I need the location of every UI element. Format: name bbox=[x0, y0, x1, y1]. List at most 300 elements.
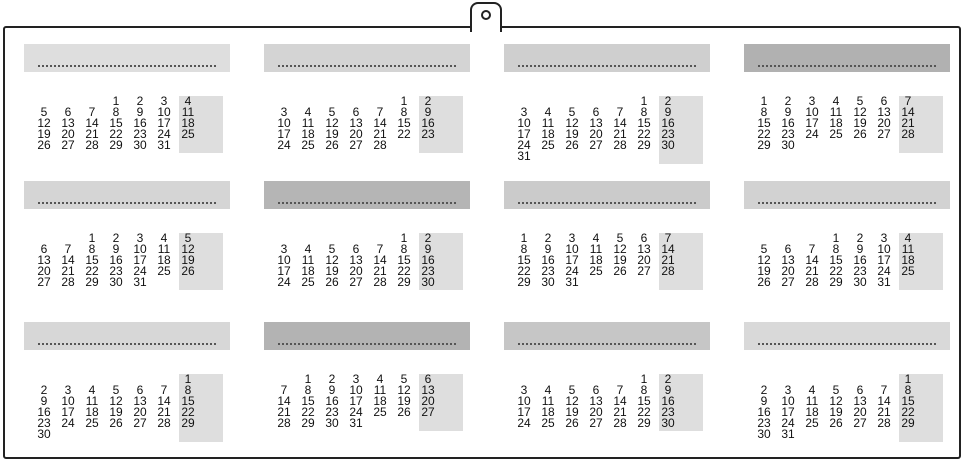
day-cell: 2 bbox=[424, 94, 432, 108]
day-cell: 6 bbox=[352, 242, 360, 256]
day-cell: 17 bbox=[517, 127, 531, 141]
day-cell: 27 bbox=[853, 416, 867, 430]
day-cell: 27 bbox=[637, 264, 651, 278]
month-header bbox=[24, 181, 230, 209]
day-cell: 5 bbox=[400, 372, 408, 386]
day-cell: 30 bbox=[661, 416, 675, 430]
day-cell: 7 bbox=[616, 383, 624, 397]
day-cell: 15 bbox=[637, 394, 651, 408]
day-cell: 22 bbox=[397, 264, 411, 278]
day-cell: 24 bbox=[277, 275, 291, 289]
day-cell: 1 bbox=[400, 94, 408, 108]
day-cell: 9 bbox=[424, 105, 432, 119]
day-cell: 19 bbox=[829, 405, 843, 419]
day-cell: 30 bbox=[661, 138, 675, 152]
day-cell: 31 bbox=[517, 149, 531, 163]
day-cell: 27 bbox=[781, 275, 795, 289]
day-cell: 16 bbox=[421, 253, 435, 267]
day-cell: 21 bbox=[61, 264, 75, 278]
month-header bbox=[504, 181, 710, 209]
day-cell: 20 bbox=[349, 264, 363, 278]
day-cell: 26 bbox=[109, 416, 123, 430]
day-cell: 30 bbox=[37, 427, 51, 441]
day-cell: 8 bbox=[400, 105, 408, 119]
day-cell: 1 bbox=[760, 94, 768, 108]
day-cell: 27 bbox=[877, 127, 891, 141]
day-cell: 29 bbox=[829, 275, 843, 289]
day-cell: 18 bbox=[541, 405, 555, 419]
day-cell: 25 bbox=[85, 416, 99, 430]
day-cell: 28 bbox=[61, 275, 75, 289]
day-cell: 29 bbox=[181, 416, 195, 430]
day-cell: 24 bbox=[877, 264, 891, 278]
day-cell: 10 bbox=[157, 105, 171, 119]
day-cell: 28 bbox=[157, 416, 171, 430]
day-cell: 27 bbox=[421, 405, 435, 419]
day-cell: 18 bbox=[805, 405, 819, 419]
day-cell: 7 bbox=[88, 105, 96, 119]
day-cell: 15 bbox=[829, 253, 843, 267]
day-cell: 23 bbox=[781, 127, 795, 141]
day-cell: 26 bbox=[37, 138, 51, 152]
day-cell: 7 bbox=[376, 242, 384, 256]
day-cell: 6 bbox=[424, 372, 432, 386]
month-name-placeholder bbox=[278, 202, 456, 204]
day-cell: 16 bbox=[661, 116, 675, 130]
day-cell: 20 bbox=[589, 405, 603, 419]
day-cell: 2 bbox=[328, 372, 336, 386]
day-cell: 14 bbox=[277, 394, 291, 408]
day-cell: 8 bbox=[640, 383, 648, 397]
day-cell: 13 bbox=[781, 253, 795, 267]
day-cell: 4 bbox=[544, 105, 552, 119]
day-cell: 24 bbox=[157, 127, 171, 141]
day-cell: 24 bbox=[349, 405, 363, 419]
day-cell: 23 bbox=[133, 127, 147, 141]
day-cell: 2 bbox=[664, 372, 672, 386]
day-cell: 8 bbox=[760, 105, 768, 119]
day-cell: 28 bbox=[277, 416, 291, 430]
day-cell: 1 bbox=[304, 372, 312, 386]
day-cell: 17 bbox=[805, 116, 819, 130]
day-cell: 15 bbox=[85, 253, 99, 267]
day-cell: 21 bbox=[157, 405, 171, 419]
day-cell: 10 bbox=[517, 394, 531, 408]
day-cell: 31 bbox=[565, 275, 579, 289]
day-cell: 29 bbox=[637, 416, 651, 430]
day-cell: 15 bbox=[517, 253, 531, 267]
day-grid bbox=[272, 374, 468, 437]
day-cell: 7 bbox=[64, 242, 72, 256]
month-name-placeholder bbox=[38, 65, 216, 67]
day-cell: 16 bbox=[781, 116, 795, 130]
day-cell: 4 bbox=[304, 242, 312, 256]
day-cell: 29 bbox=[301, 416, 315, 430]
month-block bbox=[264, 322, 470, 447]
day-cell: 3 bbox=[160, 94, 168, 108]
day-cell: 15 bbox=[901, 394, 915, 408]
day-cell: 8 bbox=[832, 242, 840, 256]
day-cell: 10 bbox=[277, 116, 291, 130]
day-cell: 26 bbox=[829, 416, 843, 430]
day-cell: 4 bbox=[160, 231, 168, 245]
day-cell: 16 bbox=[757, 405, 771, 419]
day-cell: 24 bbox=[517, 416, 531, 430]
day-cell: 19 bbox=[37, 127, 51, 141]
day-cell: 20 bbox=[421, 394, 435, 408]
day-cell: 14 bbox=[61, 253, 75, 267]
day-cell: 15 bbox=[397, 253, 411, 267]
day-cell: 9 bbox=[760, 394, 768, 408]
day-cell: 6 bbox=[64, 105, 72, 119]
day-grid bbox=[752, 233, 948, 296]
day-cell: 17 bbox=[133, 253, 147, 267]
day-cell: 26 bbox=[565, 138, 579, 152]
day-cell: 24 bbox=[277, 138, 291, 152]
day-cell: 1 bbox=[904, 372, 912, 386]
day-cell: 1 bbox=[640, 94, 648, 108]
day-cell: 30 bbox=[421, 275, 435, 289]
day-cell: 12 bbox=[109, 394, 123, 408]
day-cell: 23 bbox=[421, 264, 435, 278]
month-block bbox=[504, 44, 710, 169]
day-cell: 9 bbox=[328, 383, 336, 397]
day-cell: 13 bbox=[421, 383, 435, 397]
day-cell: 25 bbox=[373, 405, 387, 419]
day-cell: 12 bbox=[181, 242, 195, 256]
day-grid bbox=[272, 96, 468, 159]
day-cell: 26 bbox=[325, 138, 339, 152]
day-cell: 11 bbox=[181, 105, 195, 119]
day-cell: 7 bbox=[808, 242, 816, 256]
day-cell: 15 bbox=[109, 116, 123, 130]
day-cell: 5 bbox=[112, 383, 120, 397]
day-cell: 17 bbox=[517, 405, 531, 419]
day-grid bbox=[512, 374, 708, 437]
day-cell: 25 bbox=[301, 275, 315, 289]
day-cell: 27 bbox=[589, 138, 603, 152]
day-grid bbox=[32, 233, 228, 296]
day-cell: 8 bbox=[304, 383, 312, 397]
day-cell: 30 bbox=[781, 138, 795, 152]
day-cell: 22 bbox=[301, 405, 315, 419]
day-cell: 15 bbox=[397, 116, 411, 130]
day-cell: 18 bbox=[541, 127, 555, 141]
month-name-placeholder bbox=[38, 343, 216, 345]
day-cell: 10 bbox=[877, 242, 891, 256]
day-cell: 26 bbox=[397, 405, 411, 419]
day-cell: 16 bbox=[541, 253, 555, 267]
day-cell: 8 bbox=[520, 242, 528, 256]
day-cell: 8 bbox=[88, 242, 96, 256]
day-cell: 29 bbox=[901, 416, 915, 430]
day-cell: 28 bbox=[85, 138, 99, 152]
day-cell: 4 bbox=[184, 94, 192, 108]
day-cell: 5 bbox=[568, 105, 576, 119]
day-cell: 27 bbox=[37, 275, 51, 289]
day-cell: 9 bbox=[784, 105, 792, 119]
day-cell: 29 bbox=[397, 275, 411, 289]
day-cell: 18 bbox=[373, 394, 387, 408]
month-block bbox=[24, 181, 230, 306]
day-cell: 7 bbox=[664, 231, 672, 245]
month-name-placeholder bbox=[278, 343, 456, 345]
day-cell: 12 bbox=[397, 383, 411, 397]
day-cell: 12 bbox=[757, 253, 771, 267]
day-cell: 3 bbox=[520, 105, 528, 119]
day-cell: 23 bbox=[325, 405, 339, 419]
day-cell: 3 bbox=[64, 383, 72, 397]
day-cell: 28 bbox=[877, 416, 891, 430]
day-cell: 10 bbox=[349, 383, 363, 397]
day-cell: 28 bbox=[373, 138, 387, 152]
day-cell: 19 bbox=[565, 127, 579, 141]
day-cell: 18 bbox=[85, 405, 99, 419]
day-cell: 5 bbox=[40, 105, 48, 119]
day-cell: 16 bbox=[661, 394, 675, 408]
day-cell: 24 bbox=[517, 138, 531, 152]
day-cell: 23 bbox=[661, 405, 675, 419]
month-block bbox=[264, 181, 470, 306]
day-cell: 24 bbox=[133, 264, 147, 278]
day-cell: 1 bbox=[640, 372, 648, 386]
day-cell: 11 bbox=[541, 394, 555, 408]
day-cell: 12 bbox=[37, 116, 51, 130]
day-cell: 1 bbox=[520, 231, 528, 245]
day-cell: 13 bbox=[589, 394, 603, 408]
day-cell: 12 bbox=[325, 253, 339, 267]
day-cell: 11 bbox=[829, 105, 843, 119]
day-cell: 16 bbox=[325, 394, 339, 408]
day-cell: 7 bbox=[904, 94, 912, 108]
day-cell: 13 bbox=[637, 242, 651, 256]
day-cell: 23 bbox=[37, 416, 51, 430]
day-cell: 6 bbox=[640, 231, 648, 245]
month-name-placeholder bbox=[758, 202, 936, 204]
day-cell: 1 bbox=[88, 231, 96, 245]
day-cell: 25 bbox=[589, 264, 603, 278]
day-cell: 14 bbox=[661, 242, 675, 256]
day-cell: 10 bbox=[781, 394, 795, 408]
day-cell: 9 bbox=[664, 105, 672, 119]
day-cell: 30 bbox=[541, 275, 555, 289]
day-cell: 21 bbox=[877, 405, 891, 419]
day-cell: 6 bbox=[40, 242, 48, 256]
day-cell: 9 bbox=[544, 242, 552, 256]
day-cell: 4 bbox=[376, 372, 384, 386]
day-cell: 20 bbox=[781, 264, 795, 278]
day-cell: 10 bbox=[61, 394, 75, 408]
day-cell: 21 bbox=[373, 264, 387, 278]
day-cell: 14 bbox=[901, 105, 915, 119]
day-cell: 8 bbox=[400, 242, 408, 256]
day-cell: 25 bbox=[181, 127, 195, 141]
day-cell: 31 bbox=[781, 427, 795, 441]
day-cell: 26 bbox=[325, 275, 339, 289]
day-cell: 6 bbox=[136, 383, 144, 397]
day-cell: 4 bbox=[592, 231, 600, 245]
day-cell: 23 bbox=[421, 127, 435, 141]
day-cell: 13 bbox=[61, 116, 75, 130]
day-cell: 6 bbox=[352, 105, 360, 119]
month-header bbox=[744, 181, 950, 209]
day-cell: 15 bbox=[301, 394, 315, 408]
day-cell: 8 bbox=[112, 105, 120, 119]
day-cell: 2 bbox=[664, 94, 672, 108]
day-cell: 2 bbox=[136, 94, 144, 108]
day-cell: 25 bbox=[541, 138, 555, 152]
day-cell: 11 bbox=[901, 242, 915, 256]
day-grid bbox=[32, 96, 228, 159]
day-cell: 30 bbox=[325, 416, 339, 430]
day-cell: 1 bbox=[832, 231, 840, 245]
day-cell: 3 bbox=[808, 94, 816, 108]
day-cell: 27 bbox=[349, 138, 363, 152]
day-cell: 22 bbox=[109, 127, 123, 141]
day-cell: 2 bbox=[784, 94, 792, 108]
month-header bbox=[504, 322, 710, 350]
day-cell: 27 bbox=[133, 416, 147, 430]
day-cell: 4 bbox=[544, 383, 552, 397]
day-cell: 23 bbox=[109, 264, 123, 278]
day-cell: 19 bbox=[325, 264, 339, 278]
day-cell: 22 bbox=[85, 264, 99, 278]
day-cell: 28 bbox=[613, 416, 627, 430]
day-cell: 10 bbox=[133, 242, 147, 256]
day-cell: 21 bbox=[85, 127, 99, 141]
day-cell: 4 bbox=[88, 383, 96, 397]
day-cell: 14 bbox=[805, 253, 819, 267]
day-cell: 2 bbox=[112, 231, 120, 245]
day-cell: 4 bbox=[904, 231, 912, 245]
day-cell: 3 bbox=[880, 231, 888, 245]
day-grid bbox=[32, 372, 228, 441]
day-cell: 9 bbox=[856, 242, 864, 256]
month-header bbox=[264, 322, 470, 350]
month-header bbox=[264, 181, 470, 209]
day-cell: 31 bbox=[349, 416, 363, 430]
day-cell: 11 bbox=[157, 242, 171, 256]
day-cell: 9 bbox=[664, 383, 672, 397]
day-cell: 5 bbox=[328, 242, 336, 256]
day-cell: 20 bbox=[37, 264, 51, 278]
month-name-placeholder bbox=[518, 202, 696, 204]
day-cell: 12 bbox=[325, 116, 339, 130]
day-cell: 18 bbox=[301, 127, 315, 141]
day-grid bbox=[512, 94, 708, 163]
day-cell: 26 bbox=[853, 127, 867, 141]
day-cell: 22 bbox=[397, 127, 411, 141]
day-cell: 19 bbox=[853, 116, 867, 130]
day-cell: 21 bbox=[373, 127, 387, 141]
day-grid bbox=[272, 233, 468, 296]
month-header bbox=[264, 44, 470, 72]
day-cell: 19 bbox=[181, 253, 195, 267]
day-cell: 8 bbox=[184, 383, 192, 397]
day-cell: 11 bbox=[541, 116, 555, 130]
day-cell: 6 bbox=[880, 94, 888, 108]
day-cell: 6 bbox=[592, 105, 600, 119]
day-cell: 5 bbox=[616, 231, 624, 245]
day-cell: 17 bbox=[877, 253, 891, 267]
day-cell: 18 bbox=[301, 264, 315, 278]
hanger-hole-icon bbox=[481, 10, 491, 20]
day-cell: 13 bbox=[877, 105, 891, 119]
day-cell: 4 bbox=[304, 105, 312, 119]
day-cell: 3 bbox=[520, 383, 528, 397]
day-cell: 28 bbox=[613, 138, 627, 152]
day-cell: 23 bbox=[541, 264, 555, 278]
day-cell: 28 bbox=[373, 275, 387, 289]
day-cell: 19 bbox=[757, 264, 771, 278]
day-cell: 25 bbox=[301, 138, 315, 152]
day-cell: 9 bbox=[112, 242, 120, 256]
day-cell: 19 bbox=[109, 405, 123, 419]
day-cell: 14 bbox=[613, 116, 627, 130]
day-cell: 13 bbox=[37, 253, 51, 267]
day-cell: 11 bbox=[301, 253, 315, 267]
month-block bbox=[24, 44, 230, 169]
day-cell: 11 bbox=[85, 394, 99, 408]
day-cell: 27 bbox=[61, 138, 75, 152]
month-name-placeholder bbox=[518, 65, 696, 67]
day-cell: 27 bbox=[349, 275, 363, 289]
day-cell: 1 bbox=[112, 94, 120, 108]
day-cell: 2 bbox=[760, 383, 768, 397]
month-header bbox=[24, 322, 230, 350]
day-cell: 30 bbox=[757, 427, 771, 441]
month-block bbox=[24, 322, 230, 447]
day-cell: 18 bbox=[901, 253, 915, 267]
day-cell: 12 bbox=[829, 394, 843, 408]
day-cell: 24 bbox=[61, 416, 75, 430]
day-cell: 19 bbox=[325, 127, 339, 141]
day-cell: 26 bbox=[613, 264, 627, 278]
day-cell: 30 bbox=[853, 275, 867, 289]
month-block bbox=[504, 181, 710, 306]
day-cell: 18 bbox=[157, 253, 171, 267]
day-cell: 29 bbox=[109, 138, 123, 152]
day-cell: 22 bbox=[829, 264, 843, 278]
day-cell: 18 bbox=[589, 253, 603, 267]
day-cell: 20 bbox=[853, 405, 867, 419]
day-cell: 3 bbox=[280, 242, 288, 256]
month-block bbox=[504, 322, 710, 447]
day-cell: 23 bbox=[661, 127, 675, 141]
day-cell: 19 bbox=[613, 253, 627, 267]
day-cell: 29 bbox=[85, 275, 99, 289]
month-block bbox=[264, 44, 470, 169]
day-cell: 11 bbox=[373, 383, 387, 397]
day-cell: 5 bbox=[184, 231, 192, 245]
day-grid bbox=[752, 372, 948, 441]
day-cell: 28 bbox=[901, 127, 915, 141]
day-cell: 28 bbox=[661, 264, 675, 278]
day-cell: 12 bbox=[565, 394, 579, 408]
day-cell: 16 bbox=[133, 116, 147, 130]
day-cell: 5 bbox=[856, 94, 864, 108]
day-cell: 16 bbox=[109, 253, 123, 267]
month-block bbox=[744, 322, 950, 447]
day-cell: 24 bbox=[805, 127, 819, 141]
month-block bbox=[744, 181, 950, 306]
day-cell: 11 bbox=[589, 242, 603, 256]
day-cell: 9 bbox=[424, 242, 432, 256]
day-cell: 29 bbox=[637, 138, 651, 152]
day-grid bbox=[752, 96, 948, 159]
day-cell: 11 bbox=[805, 394, 819, 408]
day-cell: 17 bbox=[277, 127, 291, 141]
